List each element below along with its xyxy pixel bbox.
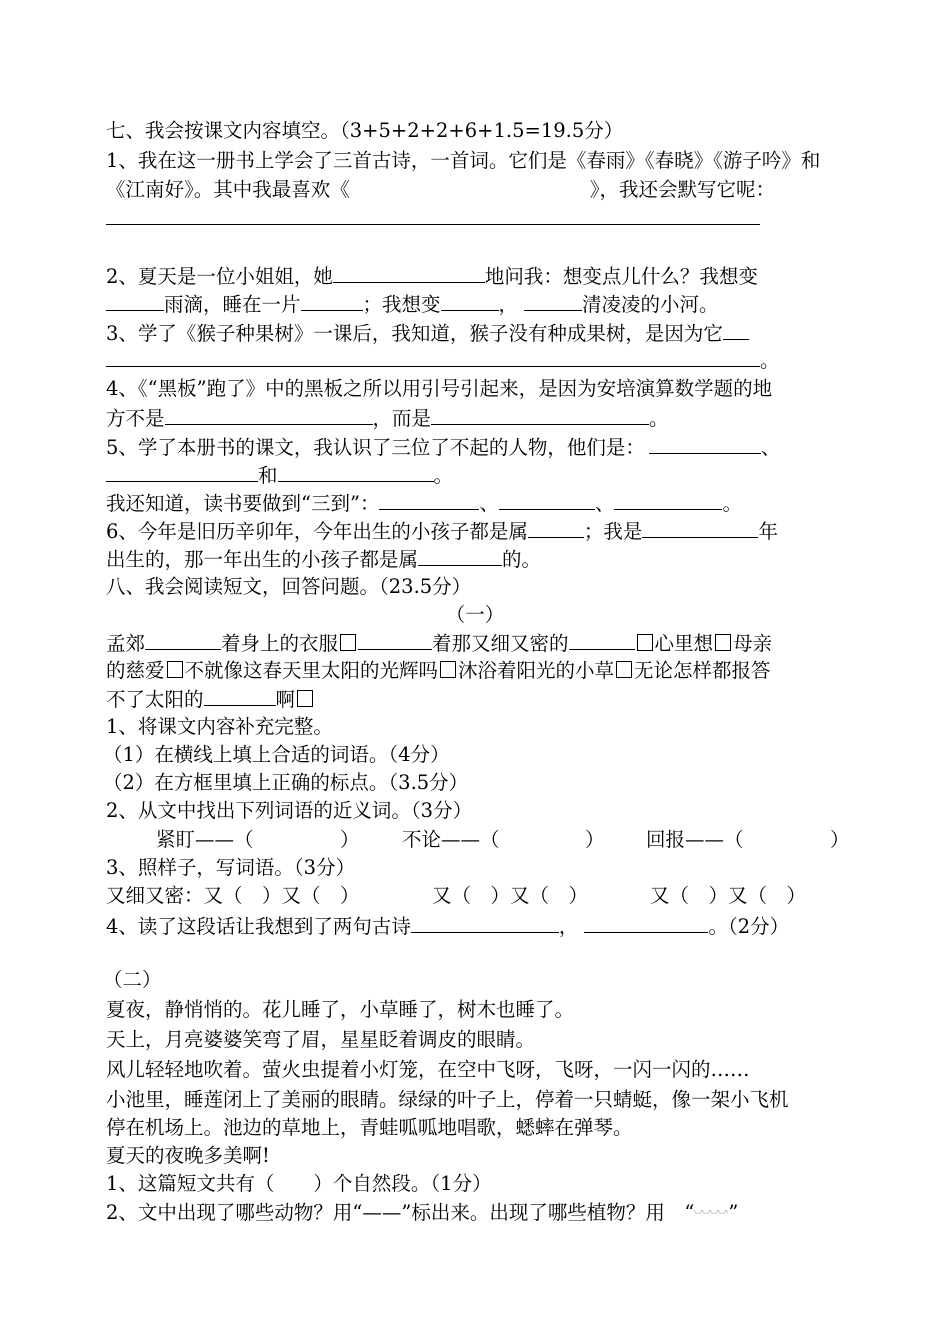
passage-2-line3: 风儿轻轻地吹着。萤火虫提着小灯笼，在空中飞呀，飞呀，一闪一闪的…… bbox=[106, 1058, 750, 1081]
q7-2-blank-2[interactable] bbox=[106, 290, 164, 311]
q7-2-text-b: 地问我：想变点儿什么？我想变 bbox=[484, 265, 758, 288]
q8-4 bbox=[106, 912, 789, 941]
q8-3: 3、照样子，写词语。（3分） bbox=[106, 856, 356, 879]
p1-text-j: 不了太阳的 bbox=[106, 688, 204, 711]
q8-2: 2、从文中找出下列词语的近义词。（3分） bbox=[106, 799, 473, 822]
p1-blank-4[interactable] bbox=[204, 685, 276, 706]
q7-5-blank-4[interactable] bbox=[379, 489, 479, 510]
q7-5-blank-5[interactable] bbox=[499, 489, 595, 510]
q7-5-sep-2: 、 bbox=[594, 492, 615, 515]
q8-2-item-2: 不论——（ bbox=[402, 828, 500, 851]
q7-2-text-e: ， bbox=[498, 293, 519, 316]
q8-4-text: 4、读了这段话让我想到了两句古诗 bbox=[106, 915, 411, 938]
section8-title: 八、我会阅读短文，回答问题。（23.5分） bbox=[106, 575, 472, 598]
q8-4-end: 。（2分） bbox=[708, 915, 790, 938]
q7-3-blank-1[interactable] bbox=[723, 319, 749, 340]
q7-6-blank-3[interactable] bbox=[418, 545, 502, 566]
q7-1-answer-line[interactable] bbox=[106, 224, 760, 225]
p1-text-d: 心里想 bbox=[654, 632, 714, 655]
q7-5-blank-3[interactable] bbox=[278, 461, 434, 482]
question-7-6-line1 bbox=[106, 517, 778, 546]
p1-text-e: 母亲 bbox=[733, 632, 773, 655]
q7-6-text-e: 的。 bbox=[502, 548, 542, 571]
passage-2-title: （二） bbox=[103, 968, 162, 991]
q7-2-blank-3[interactable] bbox=[301, 290, 363, 311]
q8-2-item-1: 紧盯——（ bbox=[156, 828, 254, 851]
q8-2-2 bbox=[106, 1199, 738, 1227]
q8-2-item-2-close: ） bbox=[585, 828, 605, 851]
p1-text-g: 不就像这春天里太阳的光辉吗 bbox=[184, 659, 439, 682]
p1-text-h: 沐浴着阳光的小草 bbox=[458, 659, 615, 682]
p1-text-i: 无论怎样都报答 bbox=[634, 659, 771, 682]
q7-2-text-c: 雨滴，睡在一片 bbox=[164, 293, 301, 316]
passage-1-line3 bbox=[106, 685, 315, 714]
q7-6-text-d: 出生的，那一年出生的小孩子都是属 bbox=[106, 548, 419, 571]
q7-5-period: 。 bbox=[433, 464, 454, 487]
p1-blank-1[interactable] bbox=[145, 629, 221, 650]
q7-6-text-c: 年 bbox=[758, 520, 778, 543]
question-7-2-line2 bbox=[106, 290, 719, 319]
q7-6-text-b: ；我是 bbox=[583, 520, 643, 543]
q8-2-item-3-close: ） bbox=[830, 828, 850, 851]
passage-1-line1 bbox=[106, 629, 772, 658]
q7-2-blank-4[interactable] bbox=[441, 290, 499, 311]
question-7-1-line2 bbox=[106, 176, 775, 204]
passage-2-line4: 小池里，睡莲闭上了美丽的眼睛。绿绿的叶子上，停着一只蜻蜓，像一架小飞机 bbox=[106, 1088, 789, 1111]
passage-2-line5: 停在机场上。池边的草地上，青蛙呱呱地唱歌，蟋蟀在弹琴。 bbox=[106, 1116, 633, 1139]
q7-3-period: 。 bbox=[760, 349, 780, 372]
p1-text-a: 孟郊 bbox=[106, 632, 146, 655]
p1-text-c: 着那又细又密的 bbox=[432, 632, 569, 655]
p1-text-f: 的慈爱 bbox=[106, 659, 165, 682]
q8-3-example: 又细又密：又（ ）又（ ） bbox=[106, 884, 360, 907]
wavy-underline-icon bbox=[694, 1210, 728, 1218]
p1-punct-box-3[interactable] bbox=[715, 634, 731, 651]
p1-punct-box-7[interactable] bbox=[297, 690, 313, 707]
q8-2-2-close-quote: ” bbox=[728, 1201, 739, 1224]
q7-1-text-a: 《江南好》。其中我最喜欢《 bbox=[106, 178, 350, 201]
question-7-2-line1 bbox=[106, 262, 758, 291]
q7-6-blank-1[interactable] bbox=[528, 517, 584, 538]
passage-1-line2 bbox=[106, 657, 771, 685]
passage-1-title: （一） bbox=[445, 603, 505, 626]
question-7-4-line1: 4、《“黑板”跑了》中的黑板之所以用引号引起来，是因为安培演算数学题的地 bbox=[106, 377, 773, 400]
q7-5-and: 和 bbox=[258, 464, 278, 487]
question-7-3-line2 bbox=[106, 346, 780, 375]
q7-4-blank-2[interactable] bbox=[431, 404, 649, 425]
passage-2-line6: 夏天的夜晚多美啊! bbox=[106, 1144, 270, 1167]
q7-5-blank-1[interactable] bbox=[649, 433, 761, 454]
passage-2-line2: 天上，月亮婆婆笑弯了眉，星星眨着调皮的眼睛。 bbox=[106, 1028, 536, 1051]
q7-3-blank-2[interactable] bbox=[106, 346, 760, 367]
p1-blank-2[interactable] bbox=[358, 629, 432, 650]
section7-title: 七、我会按课文内容填空。（3+5+2+2+6+1.5=19.5分） bbox=[106, 119, 624, 142]
q7-1-text-b: 》，我还会默写它呢： bbox=[589, 178, 776, 201]
question-7-4-line2 bbox=[106, 404, 669, 433]
passage-2-line1: 夏夜，静悄悄的。花儿睡了，小草睡了，树木也睡了。 bbox=[106, 998, 575, 1021]
q7-5-sep-1: 、 bbox=[479, 492, 499, 515]
q8-2-item-3: 回报——（ bbox=[646, 828, 744, 851]
q7-5-period-2: 。 bbox=[722, 492, 742, 515]
question-7-6-line2 bbox=[106, 545, 541, 574]
q7-2-text-d: ；我想变 bbox=[362, 293, 441, 316]
q8-3-item-3: 又（ ）又（ ） bbox=[650, 884, 807, 907]
question-7-3-line1 bbox=[106, 319, 749, 348]
q8-2-2-text: 2、文中出现了哪些动物？用“——”标出来。出现了哪些植物？用 “ bbox=[106, 1201, 695, 1224]
q7-2-text-f: 清凌凌的小河。 bbox=[582, 293, 719, 316]
q8-1-1: （1）在横线上填上合适的词语。（4分） bbox=[103, 743, 450, 766]
q8-1: 1、将课文内容补充完整。 bbox=[106, 715, 333, 738]
q7-4-text-a: 方不是 bbox=[106, 407, 165, 430]
question-7-5-line2 bbox=[106, 461, 453, 490]
q8-4-comma: ， bbox=[558, 915, 579, 938]
q7-6-text-a: 6、今年是旧历辛卯年，今年出生的小孩子都是属 bbox=[106, 520, 528, 543]
q7-2-text-a: 2、夏天是一位小姐姐，她 bbox=[106, 265, 333, 288]
question-7-5-line1 bbox=[106, 433, 780, 462]
p1-text-b: 着身上的衣服 bbox=[221, 632, 339, 655]
q7-4-text-b: ，而是 bbox=[372, 407, 432, 430]
q8-2-1: 1、这篇短文共有（ ）个自然段。（1分） bbox=[106, 1172, 492, 1195]
q7-5-blank-2[interactable] bbox=[106, 461, 258, 482]
p1-blank-3[interactable] bbox=[569, 629, 635, 650]
q7-5-comma: 、 bbox=[760, 436, 781, 459]
p1-punct-box-1[interactable] bbox=[340, 634, 356, 651]
q8-4-blank-2[interactable] bbox=[584, 912, 708, 933]
p1-punct-box-4[interactable] bbox=[167, 661, 183, 678]
q7-5-blank-6[interactable] bbox=[614, 489, 722, 510]
q8-1-2: （2）在方框里填上正确的标点。（3.5分） bbox=[103, 771, 469, 794]
question-7-5-line3 bbox=[106, 489, 742, 518]
q7-2-blank-5[interactable] bbox=[524, 290, 582, 311]
q8-4-blank-1[interactable] bbox=[411, 912, 559, 933]
q7-2-blank-1[interactable] bbox=[333, 262, 485, 283]
q7-4-period: 。 bbox=[649, 407, 669, 430]
q8-2-item-1-close: ） bbox=[340, 828, 360, 851]
q7-5-text-a: 5、学了本册书的课文，我认识了三位了不起的人物，他们是： bbox=[106, 436, 645, 459]
p1-punct-box-2[interactable] bbox=[637, 634, 653, 651]
p1-punct-box-5[interactable] bbox=[440, 661, 456, 678]
p1-text-k: 啊 bbox=[275, 688, 296, 711]
q7-6-blank-2[interactable] bbox=[642, 517, 758, 538]
q8-3-item-2: 又（ ）又（ ） bbox=[432, 884, 589, 907]
q7-5-text-b: 我还知道，读书要做到“三到”： bbox=[106, 492, 380, 515]
q7-4-blank-1[interactable] bbox=[165, 404, 373, 425]
question-7-1-line1: 1、我在这一册书上学会了三首古诗，一首词。它们是《春雨》《春晓》《游子吟》和 bbox=[106, 149, 821, 172]
p1-punct-box-6[interactable] bbox=[616, 661, 632, 678]
q7-3-text: 3、学了《猴子种果树》一课后，我知道，猴子没有种成果树，是因为它 bbox=[106, 322, 723, 345]
